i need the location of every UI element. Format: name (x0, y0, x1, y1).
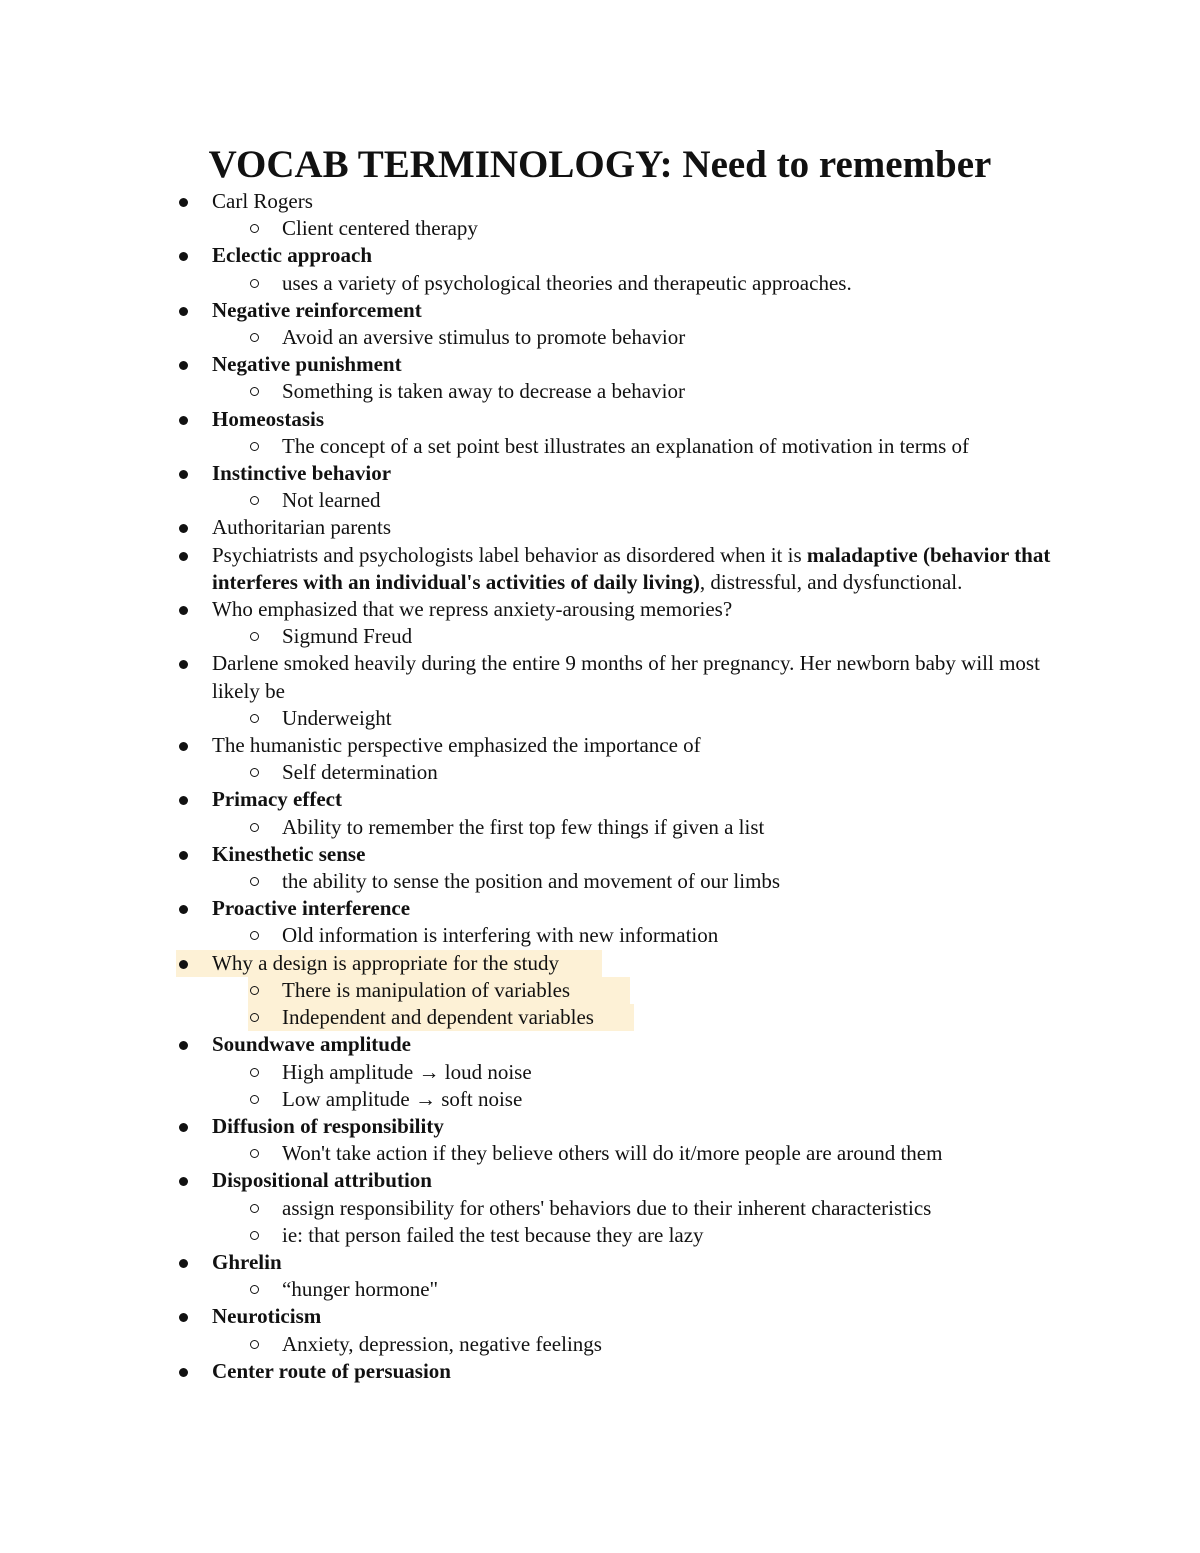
list-item (176, 1167, 1056, 1194)
term-text: Soundwave amplitude (212, 1032, 411, 1057)
definition-text: Old information is interfering with new information (282, 923, 719, 948)
circle-bullet-icon (250, 333, 259, 342)
bullet-icon (179, 361, 188, 370)
term-text: Primacy effect (212, 787, 342, 812)
definition-text: “hunger hormone" (282, 1277, 439, 1302)
circle-bullet-icon (250, 1068, 259, 1077)
bullet-icon (179, 524, 188, 533)
sub-list-item (176, 623, 1056, 650)
circle-bullet-icon (250, 1149, 259, 1158)
highlighted-sub-list-item (248, 1004, 634, 1031)
list-item (176, 542, 1056, 596)
bullet-icon (179, 660, 188, 669)
circle-bullet-icon (250, 931, 259, 940)
sub-list-item (176, 1331, 1056, 1358)
vocab-list (176, 188, 1056, 1385)
bold-definition-text: maladaptive (behavior that interferes with an individual's activities of daily living) (212, 542, 1051, 594)
sub-list-item (176, 1059, 1056, 1086)
circle-bullet-icon (250, 877, 259, 886)
definition-text: assign responsibility for others' behaviors due to their inherent characteristics (282, 1195, 932, 1220)
definition-text: uses a variety of psychological theories and therapeutic approaches. (282, 270, 852, 295)
circle-bullet-icon (250, 632, 259, 641)
circle-bullet-icon (250, 1204, 259, 1213)
bullet-icon (179, 1313, 188, 1322)
circle-bullet-icon (250, 1013, 259, 1022)
circle-bullet-icon (250, 1340, 259, 1349)
circle-bullet-icon (250, 224, 259, 233)
definition-text: Avoid an aversive stimulus to promote behavior (282, 325, 686, 350)
answer-text: Self determination (282, 760, 438, 785)
circle-bullet-icon (250, 496, 259, 505)
list-item (176, 650, 1056, 704)
bullet-icon (179, 905, 188, 914)
question-text: The humanistic perspective emphasized the importance of (212, 733, 701, 758)
sub-list-item (176, 1140, 1056, 1167)
bullet-icon (179, 1177, 188, 1186)
circle-bullet-icon (250, 1231, 259, 1240)
sub-list-item (176, 1222, 1056, 1249)
term-text: Diffusion of responsibility (212, 1113, 444, 1138)
list-item (176, 242, 1056, 269)
definition-text: Not learned (282, 488, 381, 513)
definition-text: Client centered therapy (282, 216, 478, 241)
list-item (176, 1303, 1056, 1330)
term-text: Ghrelin (212, 1249, 282, 1274)
bullet-icon (179, 796, 188, 805)
definition-text: High amplitude → loud noise (282, 1059, 532, 1084)
sub-list-item (176, 868, 1056, 895)
definition-text: Won't take action if they believe others will do it/more people are around them (282, 1141, 943, 1166)
circle-bullet-icon (250, 714, 259, 723)
sub-list-item (176, 922, 1056, 949)
page-title: VOCAB TERMINOLOGY: Need to remember (208, 143, 992, 186)
answer-text: Independent and dependent variables (282, 1005, 594, 1030)
circle-bullet-icon (250, 1285, 259, 1294)
term-text: Carl Rogers (212, 189, 313, 213)
question-text: Who emphasized that we repress anxiety-arousing memories? (212, 597, 733, 622)
definition-text: Low amplitude → soft noise (282, 1086, 523, 1111)
list-item (176, 406, 1056, 433)
list-item (176, 786, 1056, 813)
term-text: Kinesthetic sense (212, 841, 366, 866)
list-item (176, 297, 1056, 324)
highlighted-sub-list-item (248, 977, 630, 1004)
term-text: Instinctive behavior (212, 461, 392, 486)
circle-bullet-icon (250, 986, 259, 995)
definition-text: Anxiety, depression, negative feelings (282, 1331, 602, 1356)
list-item (176, 460, 1056, 487)
circle-bullet-icon (250, 442, 259, 451)
term-text: Proactive interference (212, 896, 411, 921)
bullet-icon (179, 606, 188, 615)
bullet-icon (179, 1123, 188, 1132)
sub-list-item (176, 1276, 1056, 1303)
circle-bullet-icon (250, 387, 259, 396)
answer-text: Underweight (282, 705, 392, 730)
term-text: Authoritarian parents (212, 515, 392, 540)
definition-text: The concept of a set point best illustrates an explanation of motivation in terms of (282, 433, 969, 458)
bullet-icon (179, 1368, 188, 1377)
circle-bullet-icon (250, 768, 259, 777)
term-text: Center route of persuasion (212, 1358, 451, 1383)
question-text: Why a design is appropriate for the study (212, 950, 559, 975)
list-item (176, 895, 1056, 922)
definition-text: Something is taken away to decrease a behavior (282, 379, 685, 404)
sub-list-item (176, 433, 1056, 460)
bullet-icon (179, 1041, 188, 1050)
definition-text: the ability to sense the position and movement of our limbs (282, 869, 781, 894)
list-item (176, 1249, 1056, 1276)
bullet-icon (179, 470, 188, 479)
sub-list-item (176, 487, 1056, 514)
circle-bullet-icon (250, 823, 259, 832)
bullet-icon (179, 252, 188, 261)
bullet-icon (179, 552, 188, 561)
list-item (176, 1358, 1056, 1385)
sub-list-item (176, 759, 1056, 786)
question-text: Darlene smoked heavily during the entire 9 months of her pregnancy. Her newborn baby will most likely be (212, 651, 1040, 703)
question-text: Psychiatrists and psychologists label behavior as disordered when it is (212, 542, 807, 567)
list-item (176, 1113, 1056, 1140)
definition-text: ie: that person failed the test because they are lazy (282, 1222, 704, 1247)
list-item (176, 1031, 1056, 1058)
bullet-icon (179, 742, 188, 751)
circle-bullet-icon (250, 1095, 259, 1104)
term-text: Negative punishment (212, 352, 402, 377)
answer-text: Sigmund Freud (282, 624, 413, 649)
definition-text: Ability to remember the first top few things if given a list (282, 814, 765, 839)
bullet-icon (179, 960, 188, 969)
term-text: Homeostasis (212, 406, 324, 431)
question-text-end: , distressful, and dysfunctional. (699, 569, 963, 594)
sub-list-item (176, 1195, 1056, 1222)
term-text: Neuroticism (212, 1304, 322, 1329)
sub-list-item (176, 324, 1056, 351)
term-text: Negative reinforcement (212, 297, 422, 322)
list-item (176, 188, 1056, 215)
bullet-icon (179, 416, 188, 425)
answer-text: There is manipulation of variables (282, 977, 571, 1002)
sub-list-item (176, 814, 1056, 841)
circle-bullet-icon (250, 279, 259, 288)
list-item (176, 841, 1056, 868)
sub-list-item (176, 378, 1056, 405)
bullet-icon (179, 1259, 188, 1268)
bullet-icon (179, 851, 188, 860)
sub-list-item (176, 1086, 1056, 1113)
term-text: Dispositional attribution (212, 1168, 432, 1193)
sub-list-item (176, 270, 1056, 297)
sub-list-item (176, 215, 1056, 242)
bullet-icon (179, 198, 188, 207)
list-item (176, 351, 1056, 378)
list-item (176, 596, 1056, 623)
list-item (176, 732, 1056, 759)
bullet-icon (179, 307, 188, 316)
highlighted-list-item (176, 950, 602, 977)
term-text: Eclectic approach (212, 243, 373, 268)
sub-list-item (176, 705, 1056, 732)
list-item (176, 514, 1056, 541)
